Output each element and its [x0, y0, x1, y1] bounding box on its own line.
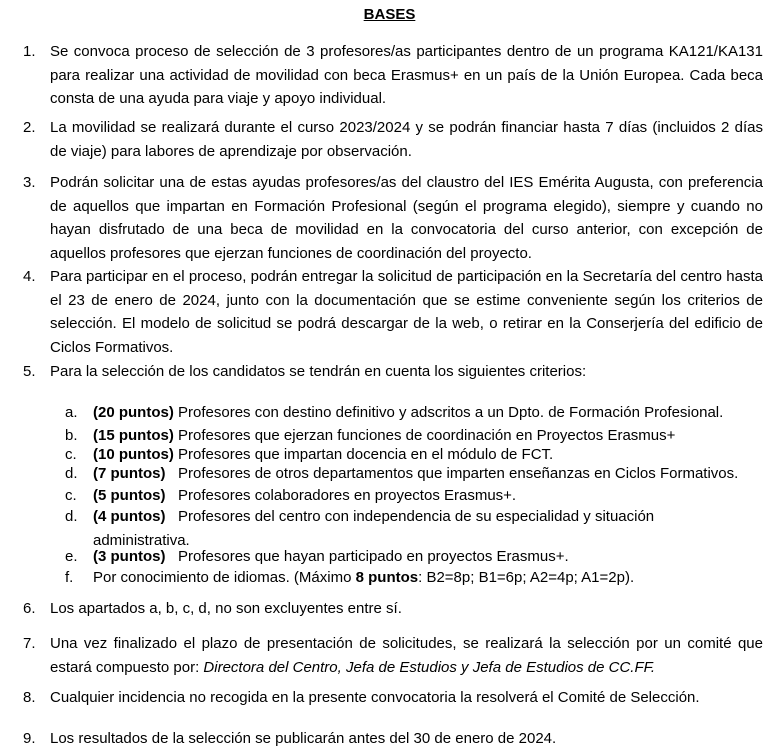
criteria-text: Profesores que impartan docencia en el módulo de FCT.: [173, 446, 554, 463]
item-text: Para participar en el proceso, podrán entregar la solicitud de participación en la Secretaría del centro hasta el 23 de enero de 2024, junto con la documentación que se estime conveniente según los criterios de selección. El modelo de solicitud se podrá descargar de la web, o retirar en la Conserjería del edificio de Ciclos Formativos.: [50, 268, 763, 356]
item-number: 8.: [23, 689, 36, 706]
list-item-5: [23, 360, 763, 384]
criteria-text: Profesores que hayan participado en proyectos Erasmus+.: [165, 548, 569, 565]
item-text: La movilidad se realizará durante el curso 2023/2024 y se podrán financiar hasta 7 días (incluidos 2 días de viaje) para labores de aprendizaje por observación.: [50, 119, 763, 160]
list-item-8: [23, 686, 763, 710]
item-text-italic: Directora del Centro, Jefa de Estudios y Jefa de Estudios de CC.FF.: [203, 658, 656, 676]
list-item-7: [23, 632, 763, 679]
criteria-text-suffix: : B2=8p; B1=6p; A2=4p; A1=2p).: [418, 569, 635, 586]
criteria-points: (3 puntos): [93, 548, 166, 565]
criteria-text: Profesores que ejerzan funciones de coordinación en Proyectos Erasmus+: [173, 427, 676, 444]
criteria-item-f: [65, 566, 755, 590]
criteria-letter: f.: [65, 569, 74, 586]
list-item-4: [23, 265, 763, 359]
criteria-points: 8 puntos: [355, 569, 419, 586]
criteria-text: Por conocimiento de idiomas. (Máximo: [93, 569, 356, 586]
item-number: 7.: [23, 635, 36, 652]
list-item-9: [23, 727, 763, 751]
criteria-letter: b.: [65, 427, 78, 444]
criteria-text: Profesores con destino definitivo y adscritos a un Dpto. de Formación Profesional.: [173, 404, 724, 421]
document-title: BASES: [363, 6, 416, 23]
criteria-letter: e.: [65, 548, 78, 565]
list-item-3: [23, 171, 763, 265]
criteria-item-e: [65, 545, 755, 569]
criteria-item-a: [65, 401, 755, 425]
list-item-2: [23, 116, 763, 163]
item-number: 3.: [23, 174, 36, 191]
item-number: 5.: [23, 363, 36, 380]
criteria-item-c2: [65, 484, 755, 508]
criteria-points: (10 puntos): [93, 446, 174, 463]
criteria-points: (20 puntos): [93, 404, 174, 421]
item-text: Para la selección de los candidatos se tendrán en cuenta los siguientes criterios:: [50, 363, 587, 380]
criteria-text: Profesores de otros departamentos que imparten enseñanzas en Ciclos Formativos.: [165, 465, 739, 482]
criteria-points: (4 puntos): [93, 508, 166, 525]
criteria-letter: c.: [65, 446, 77, 463]
item-number: 1.: [23, 43, 36, 60]
criteria-text: Profesores colaboradores en proyectos Erasmus+.: [165, 487, 517, 504]
criteria-points: (5 puntos): [93, 487, 166, 504]
item-number: 9.: [23, 730, 36, 747]
item-text: Podrán solicitar una de estas ayudas profesores/as del claustro del IES Emérita Augusta, con preferencia de aquellos que impartan en Formación Profesional (según el programa elegido), siempre y cuando no hayan disfrutado de una beca de movilidad en la convocatoria del curso anterior, con excepción de aquellos profesores que ejerzan funciones de coordinación del proyecto.: [50, 174, 763, 262]
item-text: Los resultados de la selección se publicarán antes del 30 de enero de 2024.: [50, 730, 557, 747]
item-text: Los apartados a, b, c, d, no son excluyentes entre sí.: [50, 600, 402, 617]
item-number: 6.: [23, 600, 36, 617]
criteria-letter: a.: [65, 404, 78, 421]
list-item-6: [23, 597, 763, 621]
criteria-item-d: [65, 462, 755, 486]
item-text: Cualquier incidencia no recogida en la presente convocatoria la resolverá el Comité de Selección.: [50, 689, 700, 706]
item-number: 4.: [23, 268, 36, 285]
list-item-1: [23, 40, 763, 111]
criteria-points: (15 puntos): [93, 427, 174, 444]
item-text: Una vez finalizado el plazo de presentación de solicitudes, se realizará la selección por un comité que estará compuesto por:: [50, 635, 763, 676]
criteria-letter: c.: [65, 487, 77, 504]
criteria-text: Profesores del centro con independencia de su especialidad y situación administrativa.: [93, 508, 659, 549]
criteria-letter: d.: [65, 465, 78, 482]
criteria-points: (7 puntos): [93, 465, 166, 482]
criteria-letter: d.: [65, 508, 78, 525]
item-text: Se convoca proceso de selección de 3 profesores/as participantes dentro de un programa KA121/KA131 para realizar una actividad de movilidad con beca Erasmus+ en un país de la Unión Europea. Cada beca consta de una ayuda para viaje y apoyo individual.: [50, 43, 763, 107]
item-number: 2.: [23, 119, 36, 136]
